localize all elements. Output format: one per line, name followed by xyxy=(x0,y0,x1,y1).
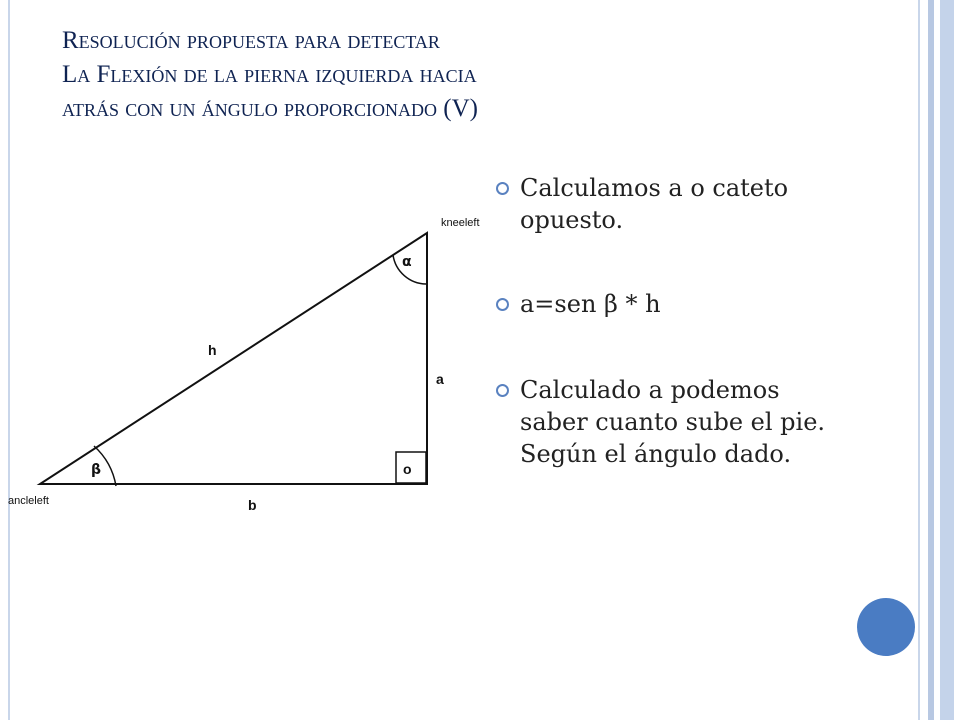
slide-title xyxy=(62,24,822,126)
bullet-icon xyxy=(496,298,509,311)
title-line-3: atrás con un ángulo proporcionado (V) xyxy=(62,95,478,122)
title-line-2: La Flexión de la pierna izquierda hacia xyxy=(62,61,477,88)
decorative-circle xyxy=(857,598,915,656)
triangle-shape xyxy=(40,233,427,484)
bullet-item xyxy=(490,288,850,320)
h-label: h xyxy=(208,342,217,358)
bullet-text: a=sen β * h xyxy=(520,290,661,318)
triangle-diagram xyxy=(0,200,500,520)
side-band-stripe xyxy=(928,0,934,720)
bullet-text: Calculamos a o cateto opuesto. xyxy=(520,174,789,234)
bullet-icon xyxy=(496,384,509,397)
alpha-label: α xyxy=(402,254,412,270)
side-band-line xyxy=(918,0,920,720)
bullet-item xyxy=(490,172,850,236)
right-angle-label: o xyxy=(403,461,412,477)
a-label: a xyxy=(436,371,444,387)
ancleleft-label: ancleleft xyxy=(8,495,49,507)
kneeleft-label: kneeleft xyxy=(441,217,480,229)
side-band-stripe xyxy=(940,0,954,720)
title-line-1: Resolución propuesta para detectar xyxy=(62,27,440,54)
bullet-list xyxy=(490,172,850,470)
b-label: b xyxy=(248,497,257,513)
bullet-item xyxy=(490,374,850,470)
beta-label: β xyxy=(91,462,102,478)
bullet-icon xyxy=(496,182,509,195)
bullet-text: Calculado a podemos saber cuanto sube el pie. Según el ángulo dado. xyxy=(520,376,826,468)
